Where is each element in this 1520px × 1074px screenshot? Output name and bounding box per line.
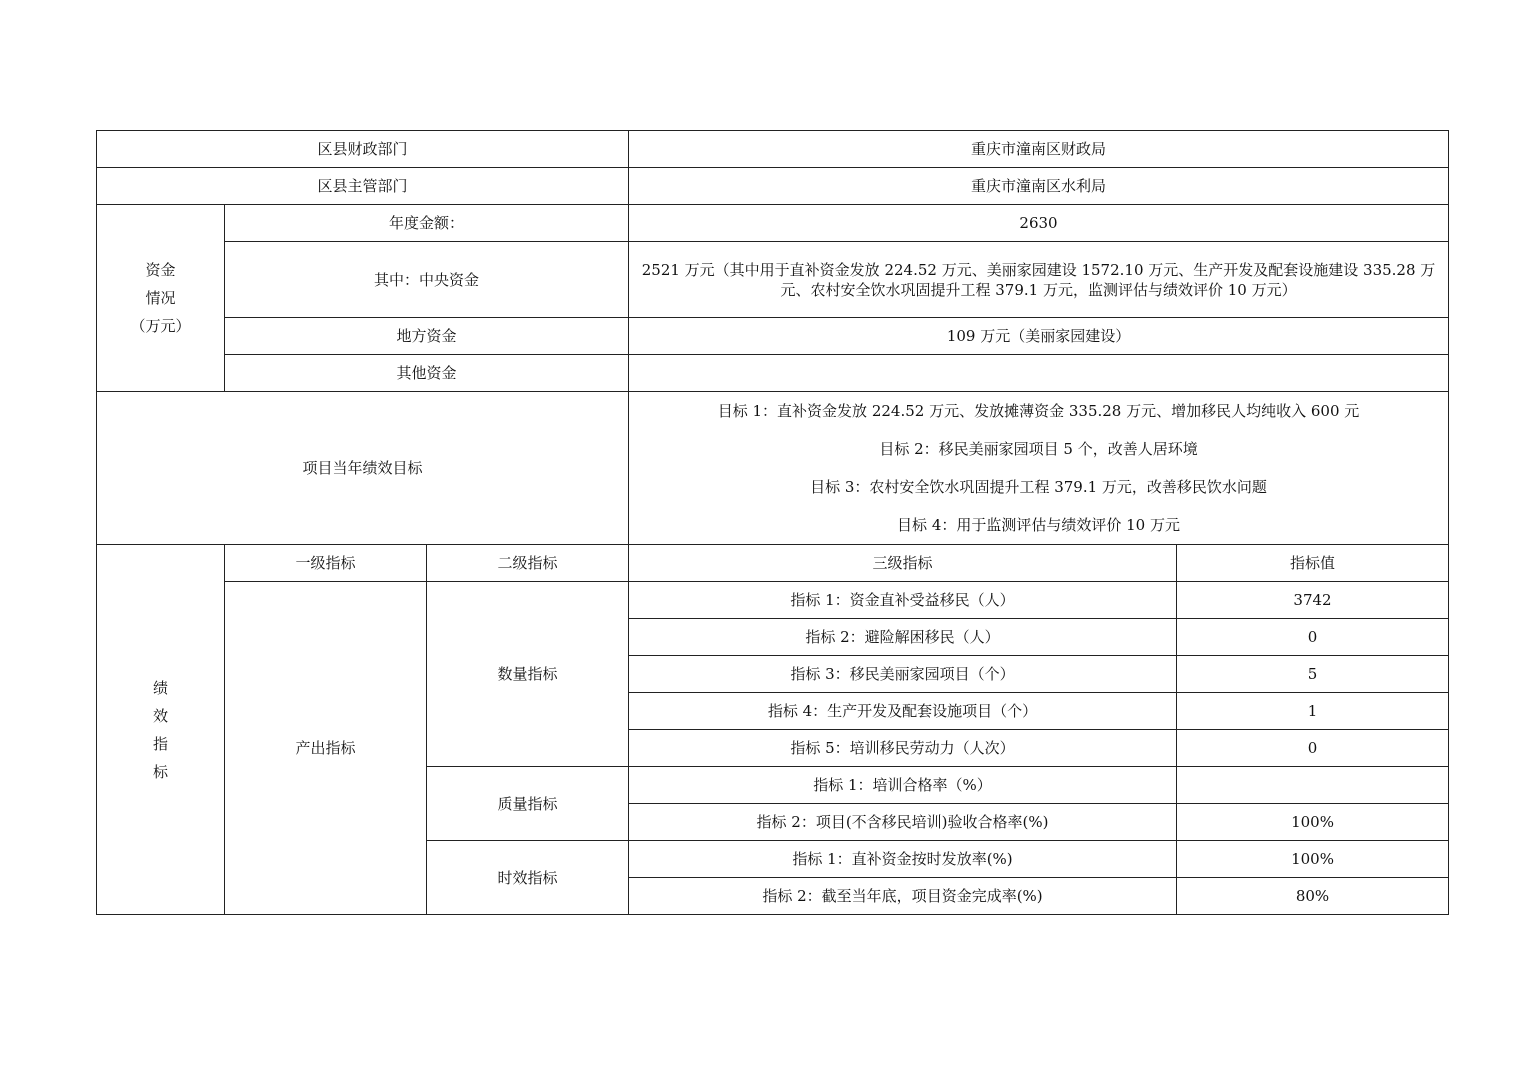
local-funds-value: 109 万元（美丽家园建设） [629,318,1449,355]
funds-group-label-line: 情况 [145,289,176,307]
indicator-value: 100% [1177,841,1449,878]
level1-output: 产出指标 [225,582,427,915]
central-funds-line: 元、农村安全饮水巩固提升工程 379.1 万元，监测评估与绩效评价 10 万元） [780,280,1297,299]
funds-group-label-line: 资金 [145,261,176,279]
indicator-name: 指标 1：资金直补受益移民（人） [629,582,1177,619]
indicator-value: 0 [1177,619,1449,656]
header-level2: 二级指标 [427,545,629,582]
indicator-value: 1 [1177,693,1449,730]
funds-group-label-line: （万元） [130,317,191,335]
indicator-name: 指标 2：项目(不含移民培训)验收合格率(%) [629,804,1177,841]
indicator-value: 5 [1177,656,1449,693]
indicator-name: 指标 1：直补资金按时发放率(%) [629,841,1177,878]
central-funds-label: 其中：中央资金 [225,242,629,318]
admin-dept-label: 区县主管部门 [97,168,629,205]
indicator-value [1177,767,1449,804]
other-funds-label: 其他资金 [225,355,629,392]
goal-item: 目标 2：移民美丽家园项目 5 个，改善人居环境 [879,440,1198,458]
level2-quantity: 数量指标 [427,582,629,767]
header-value: 指标值 [1177,545,1449,582]
header-level1: 一级指标 [225,545,427,582]
indicators-group-label-char: 指 [152,734,168,753]
indicators-group-label-char: 标 [152,762,168,781]
indicator-name: 指标 2：截至当年底，项目资金完成率(%) [629,878,1177,915]
other-funds-value [629,355,1449,392]
indicator-value: 0 [1177,730,1449,767]
indicator-name: 指标 3：移民美丽家园项目（个） [629,656,1177,693]
header-level3: 三级指标 [629,545,1177,582]
goal-item: 目标 4：用于监测评估与绩效评价 10 万元 [897,516,1180,534]
level2-quality: 质量指标 [427,767,629,841]
central-funds-line: 2521 万元（其中用于直补资金发放 224.52 万元、美丽家园建设 1572.10 万元、生产开发及配套设施建设 335.28 万 [641,260,1436,279]
indicator-name: 指标 1：培训合格率（%） [629,767,1177,804]
annual-amount-label: 年度金额： [225,205,629,242]
finance-dept-value: 重庆市潼南区财政局 [629,131,1449,168]
indicator-name: 指标 2：避险解困移民（人） [629,619,1177,656]
admin-dept-value: 重庆市潼南区水利局 [629,168,1449,205]
indicator-name: 指标 5：培训移民劳动力（人次） [629,730,1177,767]
finance-dept-label: 区县财政部门 [97,131,629,168]
indicator-value: 80% [1177,878,1449,915]
indicators-group-label-char: 绩 [152,678,168,697]
performance-target-table [96,130,1449,915]
goal-item: 目标 1：直补资金发放 224.52 万元、发放摊薄资金 335.28 万元、增加移民人均纯收入 600 元 [717,402,1360,420]
indicator-value: 3742 [1177,582,1449,619]
indicator-value: 100% [1177,804,1449,841]
goals-list [629,392,1449,545]
indicators-group-label-char: 效 [152,706,168,725]
indicator-name: 指标 4：生产开发及配套设施项目（个） [629,693,1177,730]
goal-item: 目标 3：农村安全饮水巩固提升工程 379.1 万元，改善移民饮水问题 [810,478,1267,496]
central-funds-value [629,242,1449,318]
funds-group-label [97,205,225,392]
local-funds-label: 地方资金 [225,318,629,355]
indicators-group-label [97,545,225,915]
level2-timeliness: 时效指标 [427,841,629,915]
annual-amount-value: 2630 [629,205,1449,242]
goals-label: 项目当年绩效目标 [97,392,629,545]
